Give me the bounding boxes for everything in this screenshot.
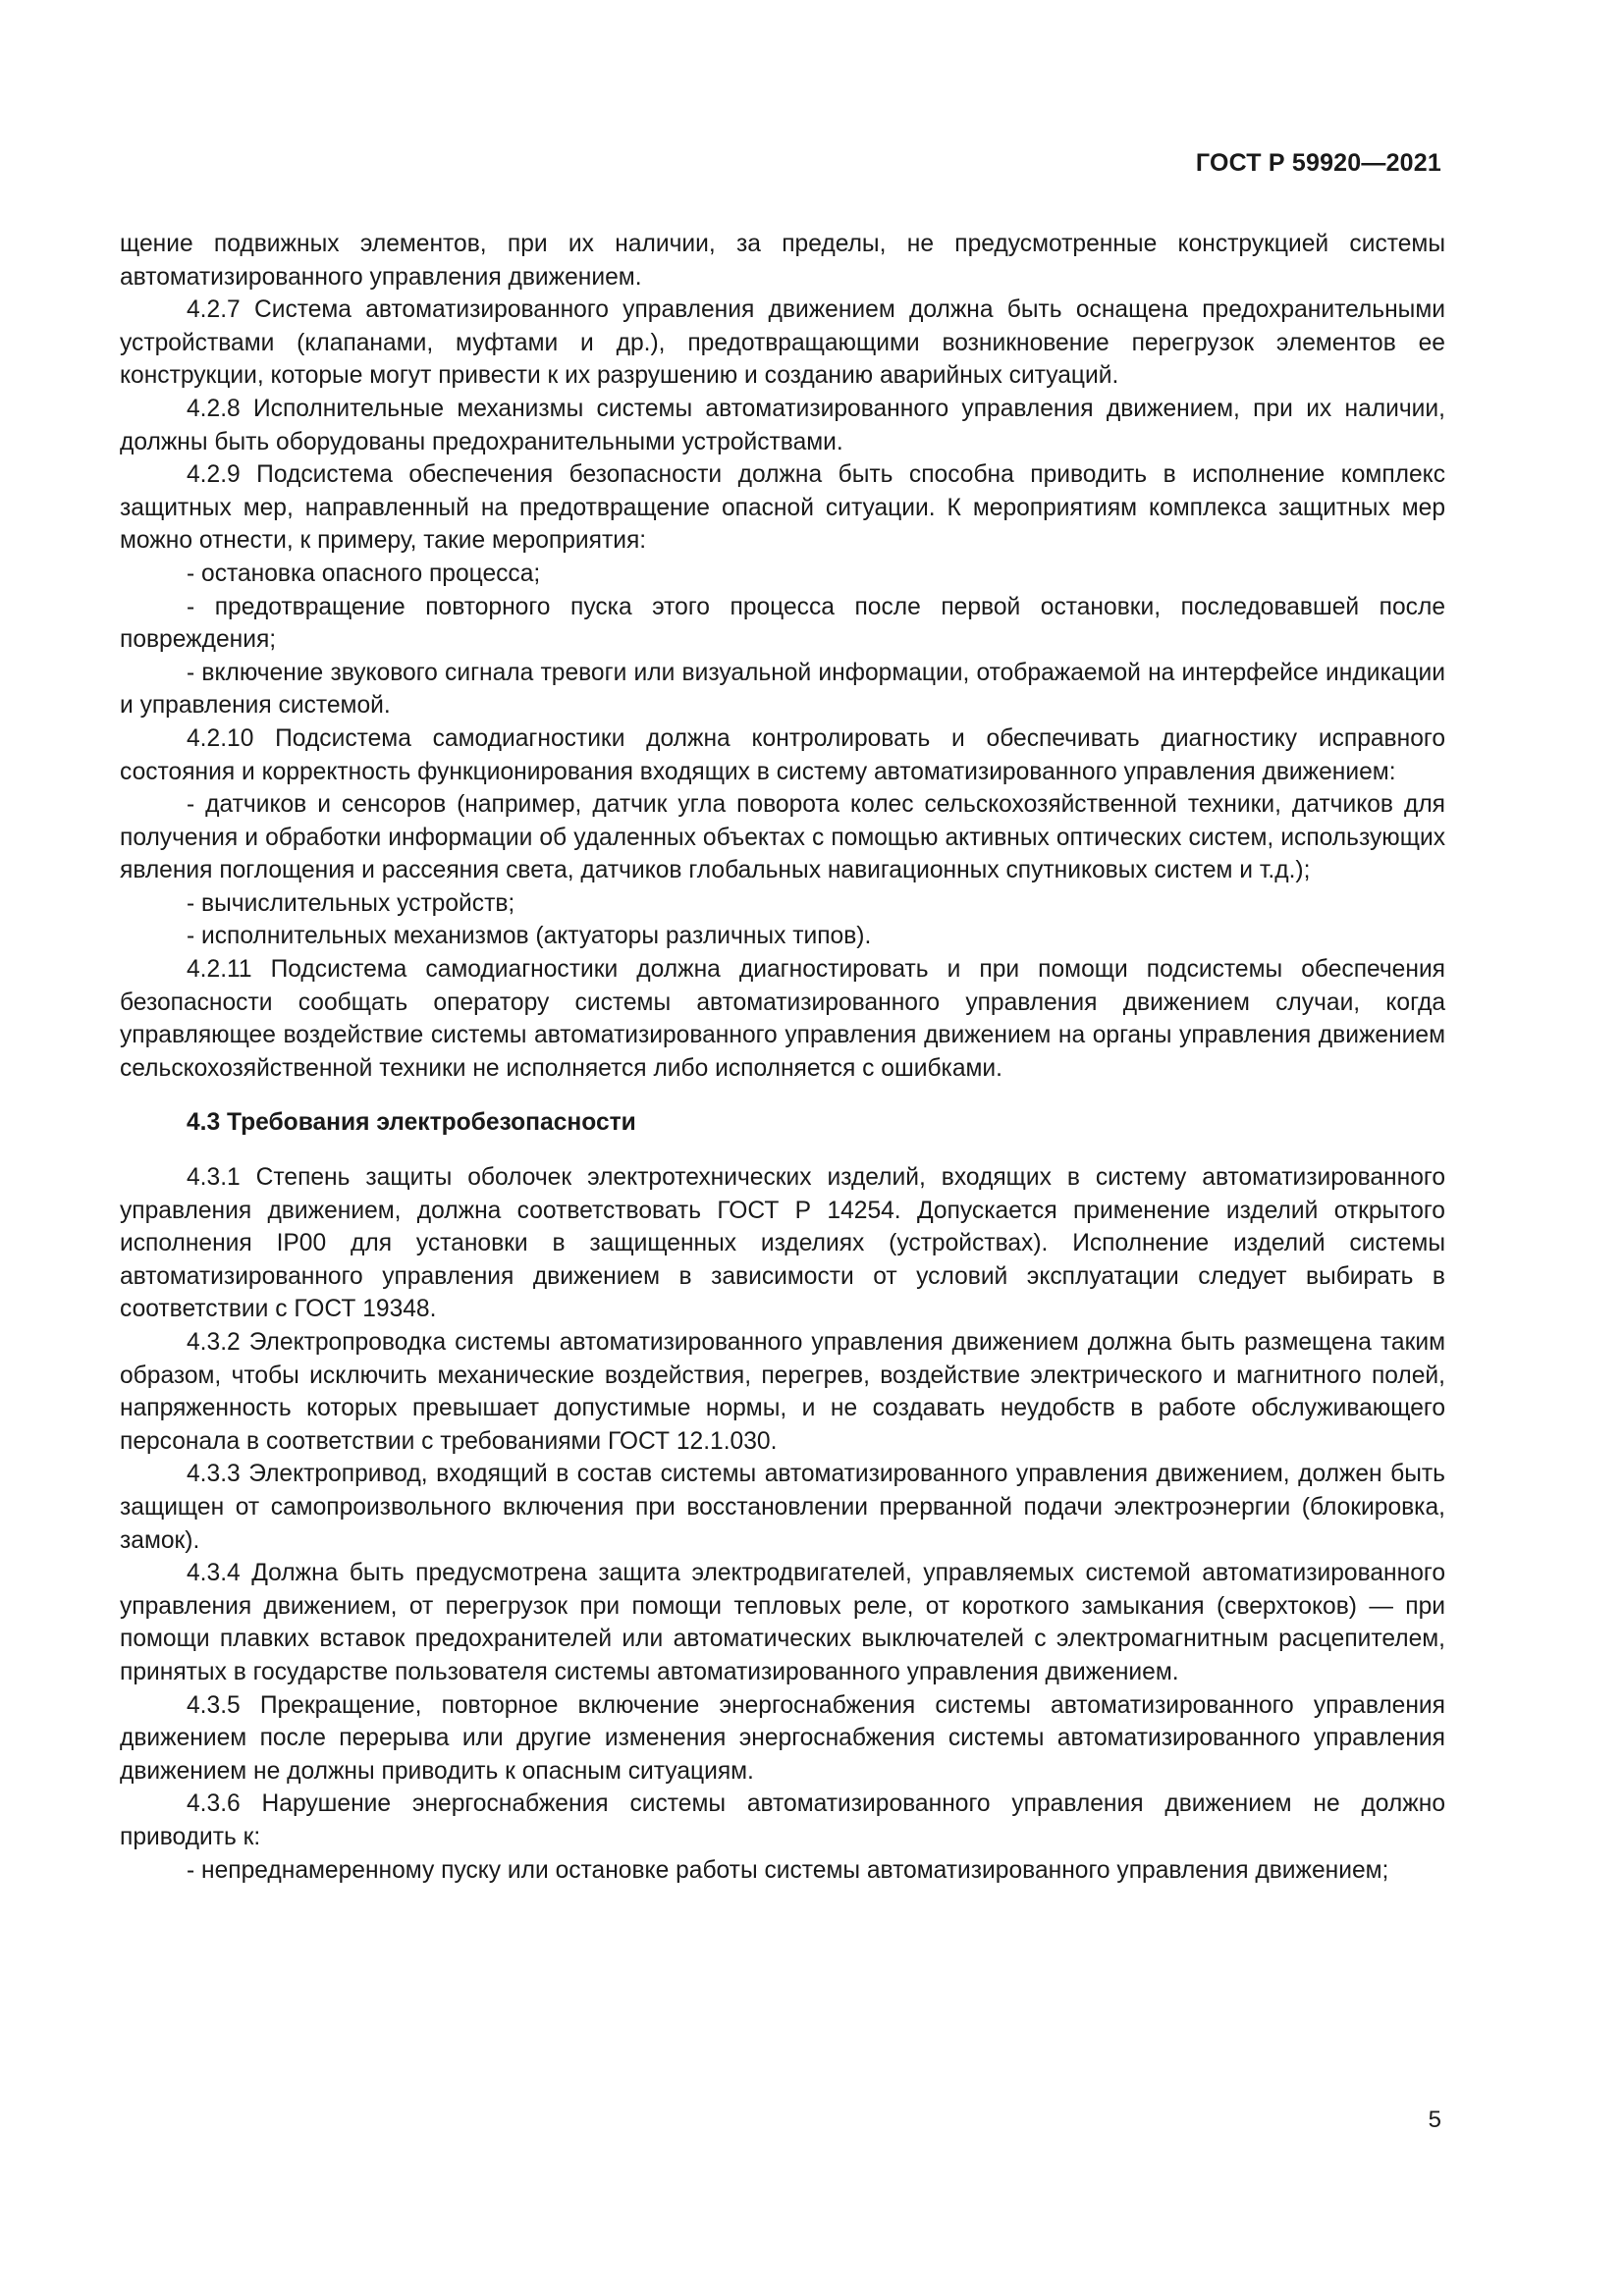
list-item: - предотвращение повторного пуска этого процесса после первой остановки, последовавшей после повреждения; — [120, 593, 1445, 654]
list-item: - остановка опасного процесса; — [187, 560, 541, 587]
paragraph-4-3-2: 4.3.2 Электропроводка системы автоматизированного управления движением должна быть размещена таким образом, чтобы исключить механические воздействия, перегрев, воздействие электрического и магнитного полей, напряженность которых превышает допустимые нормы, и не создавать неудобств в работе обслуживающего персонала в соответствии с требованиями ГОСТ 12.1.030. — [120, 1329, 1445, 1455]
list-item: - датчиков и сенсоров (например, датчик угла поворота колес сельскохозяйственной техники, датчиков для получения и обработки информации об удаленных объектах с помощью активных оптических систем, использующих явления поглощения и рассеяния света, датчиков глобальных навигационных спутниковых систем и т.д.); — [120, 791, 1445, 884]
paragraph-4-3-3: 4.3.3 Электропривод, входящий в состав системы автоматизированного управления движением, должен быть защищен от самопроизвольного включения при восстановлении прерванной подачи электроэнергии (блокировка, замок). — [120, 1461, 1445, 1554]
page-number: 5 — [1428, 2107, 1441, 2133]
list-item: - исполнительных механизмов (актуаторы различных типов). — [187, 923, 872, 950]
document-code: ГОСТ Р 59920—2021 — [1195, 149, 1441, 177]
paragraph-4-2-9: 4.2.9 Подсистема обеспечения безопасности должна быть способна приводить в исполнение комплекс защитных мер, направленный на предотвращение опасной ситуации. К мероприятиям комплекса защитных мер можно отнести, к примеру, такие мероприятия: — [120, 461, 1445, 555]
list-item: - вычислительных устройств; — [187, 889, 515, 917]
paragraph-4-3-1: 4.3.1 Степень защиты оболочек электротехнических изделий, входящих в систему автоматизированного управления движением, должна соответствовать ГОСТ Р 14254. Допускается применение изделий открытого исполнения IP00 для установки в защищенных изделиях (устройствах). Исполнение изделий системы автоматизированного управления движением в зависимости от условий эксплуатации следует выбирать в соответствии с ГОСТ 19348. — [120, 1164, 1445, 1323]
paragraph-4-2-8: 4.2.8 Исполнительные механизмы системы автоматизированного управления движением, при их наличии, должны быть оборудованы предохранительными устройствами. — [120, 395, 1445, 455]
paragraph-4-3-4: 4.3.4 Должна быть предусмотрена защита электродвигателей, управляемых системой автоматизированного управления движением, от перегрузок при помощи тепловых реле, от короткого замыкания (сверхтоков) — при помощи плавких вставок предохранителей или автоматических выключателей с электромагнитным расцепителем, принятых в государстве пользователя системы автоматизированного управления движением. — [120, 1560, 1445, 1685]
paragraph-4-3-6: 4.3.6 Нарушение энергоснабжения системы автоматизированного управления движением не должно приводить к: — [120, 1790, 1445, 1850]
paragraph-4-2-10: 4.2.10 Подсистема самодиагностики должна контролировать и обеспечивать диагностику исправного состояния и корректность функционирования входящих в систему автоматизированного управления движением: — [120, 724, 1445, 785]
paragraph-4-2-7: 4.2.7 Система автоматизированного управления движением должна быть оснащена предохранительными устройствами (клапанами, муфтами и др.), предотвращающими возникновение перегрузок элементов ее конструкции, которые могут привести к их разрушению и созданию аварийных ситуаций. — [120, 296, 1445, 390]
document-body — [120, 228, 1445, 1887]
paragraph-4-2-11: 4.2.11 Подсистема самодиагностики должна диагностировать и при помощи подсистемы обеспечения безопасности сообщать оператору системы автоматизированного управления движением случаи, когда управляющее воздействие системы автоматизированного управления движением на органы управления движением сельскохозяйственной техники не исполняется либо исполняется с ошибками. — [120, 956, 1445, 1082]
section-heading: 4.3 Требования электробезопасности — [187, 1109, 636, 1137]
list-item: - включение звукового сигнала тревоги или визуальной информации, отображаемой на интерфейсе индикации и управления системой. — [120, 659, 1445, 720]
paragraph-continuation: щение подвижных элементов, при их наличии, за пределы, не предусмотренные конструкцией системы автоматизированного управления движением. — [120, 231, 1445, 291]
list-item: - непреднамеренному пуску или остановке работы системы автоматизированного управления движением; — [187, 1856, 1389, 1884]
paragraph-4-3-5: 4.3.5 Прекращение, повторное включение энергоснабжения системы автоматизированного управления движением после перерыва или другие изменения энергоснабжения системы автоматизированного управления движением не должны приводить к опасным ситуациям. — [120, 1691, 1445, 1785]
